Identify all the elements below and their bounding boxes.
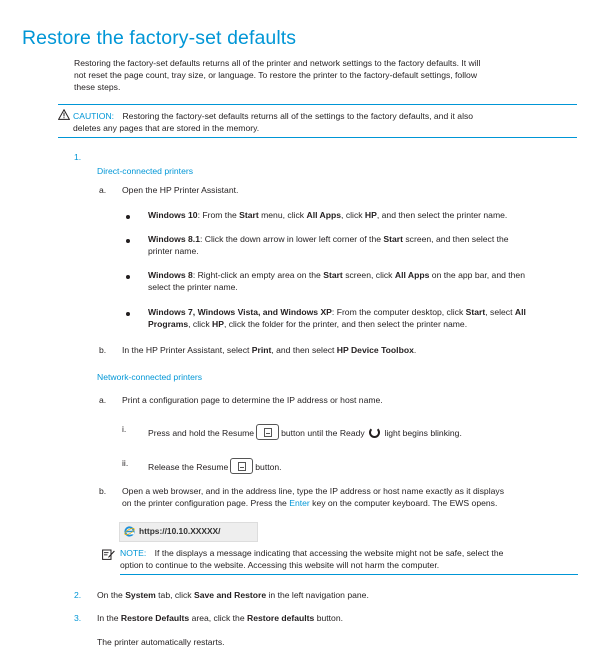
- address-bar-example: [119, 522, 258, 542]
- roman-step-text: Release the Resume button.: [148, 458, 282, 474]
- roman-numeral: ii.: [122, 458, 129, 468]
- step-number: 2.: [74, 590, 82, 600]
- step-number: 1.: [74, 152, 82, 162]
- resume-button-icon: [230, 458, 253, 474]
- warning-triangle-icon: [58, 109, 70, 120]
- substep-letter: a.: [99, 185, 107, 195]
- intro-line: these steps.: [74, 82, 121, 92]
- caution-label: CAUTION:: [73, 111, 115, 121]
- step-text: In the Restore Defaults area, click the Restore defaults button.: [97, 613, 343, 623]
- bullet-text-win81-cont: printer name.: [148, 246, 199, 256]
- roman-numeral: i.: [122, 424, 127, 434]
- note-pencil-icon: [102, 548, 115, 560]
- caution-line: deletes any pages that are stored in the memory.: [73, 123, 260, 133]
- bullet: [126, 275, 130, 279]
- bullet-text-win8-cont: select the printer name.: [148, 282, 238, 292]
- url-text: https://10.10.XXXXX/: [139, 526, 221, 536]
- browser-e-icon: [124, 526, 135, 537]
- substep-letter: b.: [99, 486, 107, 496]
- substep-text: Open a web browser, and in the address line, type the IP address or host name exactly as it displays: [122, 486, 504, 496]
- bullet: [126, 312, 130, 316]
- intro-line: not reset the page count, tray size, or language. To restore the printer to the factory-default settings, follow: [74, 70, 478, 80]
- resume-button-icon: [256, 424, 279, 440]
- bullet-text-win7: Windows 7, Windows Vista, and Windows XP: From the computer desktop, click Start, select All: [148, 307, 526, 317]
- bullet-text-win7-cont: Programs, click HP, click the folder for the printer, and then select the printer name.: [148, 319, 468, 329]
- final-note: The printer automatically restarts.: [97, 637, 225, 647]
- note-label: NOTE:: [120, 548, 147, 558]
- substep-letter: b.: [99, 345, 107, 355]
- roman-step-text: Press and hold the Resume button until the Ready light begins blinking.: [148, 424, 462, 440]
- note-line: NOTE: If the displays a message indicating that accessing the website might not be safe, select the: [120, 548, 504, 558]
- network-heading: Network-connected printers: [97, 372, 203, 382]
- substep-text: In the HP Printer Assistant, select Print, and then select HP Device Toolbox.: [122, 345, 417, 355]
- note-line: option to continue to the website. Accessing this website will not harm the computer.: [120, 560, 440, 570]
- direct-heading: Direct-connected printers: [97, 166, 194, 176]
- ready-light-icon: [369, 427, 380, 438]
- step-text: On the System tab, click Save and Restore in the left navigation pane.: [97, 590, 369, 600]
- bullet-text-win10: Windows 10: From the Start menu, click All Apps, click HP, and then select the printer name.: [148, 210, 508, 220]
- substep-text-cont: on the printer configuration page. Press the Enter key on the computer keyboard. The EWS opens.: [122, 498, 498, 508]
- substep-text: Open the HP Printer Assistant.: [122, 185, 239, 195]
- substep-text: Print a configuration page to determine the IP address or host name.: [122, 395, 383, 405]
- page-title: Restore the factory-set defaults: [22, 27, 297, 49]
- bullet: [126, 215, 130, 219]
- bullet-text-win8: Windows 8: Right-click an empty area on the Start screen, click All Apps on the app bar, and then: [148, 270, 525, 280]
- caution-top-rule: [58, 104, 577, 105]
- intro-line: Restoring the factory-set defaults returns all of the printer and network settings to the factory defaults. It will: [74, 58, 481, 68]
- caution-bottom-rule: [58, 137, 577, 138]
- bullet-text-win81: Windows 8.1: Click the down arrow in lower left corner of the Start screen, and then select the: [148, 234, 509, 244]
- step-number: 3.: [74, 613, 82, 623]
- substep-letter: a.: [99, 395, 107, 405]
- caution-line: CAUTION: Restoring the factory-set defaults returns all of the settings to the factory defaults, and it also: [73, 111, 474, 121]
- bullet: [126, 239, 130, 243]
- note-bottom-rule: [120, 574, 578, 575]
